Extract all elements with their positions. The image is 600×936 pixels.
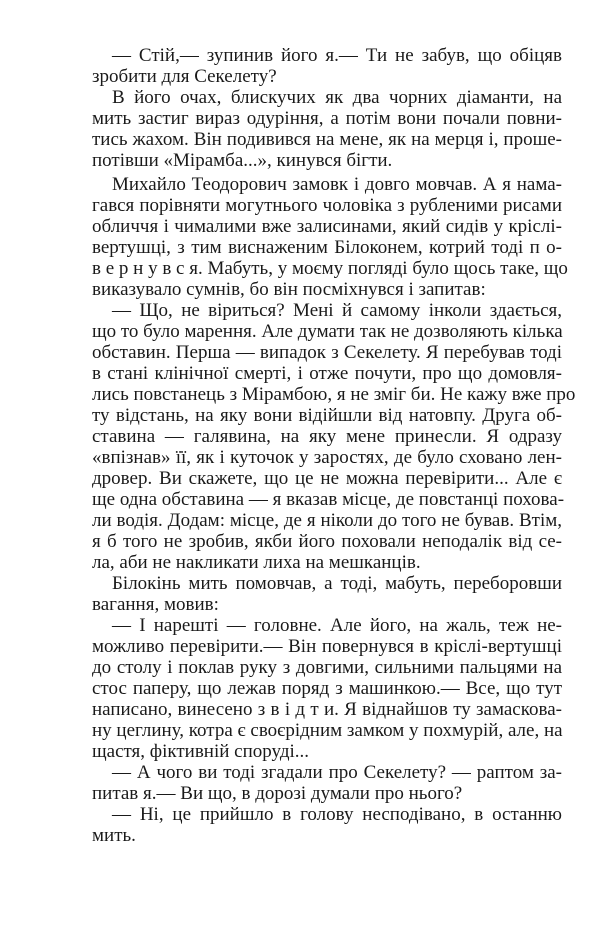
text-line: питав я.— Ви що, в дорозі думали про нього? <box>92 783 463 804</box>
text-line: в стані клінічної смерті, і отже почути, про що домовля- <box>92 363 562 384</box>
text-line: дровер. Ви скажете, що це не можна перевірити... Але є <box>92 468 562 489</box>
text-line: ту відстань, на яку вони відійшли від натовпу. Друга об- <box>92 405 562 426</box>
text-line: «впізнав» її, як і куточок у заростях, де було сховано лен- <box>92 447 562 468</box>
text-line: стос паперу, що лежав поряд з машинкою.— Все, що тут <box>92 678 562 699</box>
text-line: що то було марення. Але думати так не дозволяють кілька <box>92 321 563 342</box>
text-line: ла, аби не накликати лиха на мешканців. <box>92 552 421 573</box>
text-line: я б того не зробив, якби його поховали неподалік від се- <box>92 531 562 552</box>
text-line: ще одна обставина — я вказав місце, де повстанці похова- <box>92 489 565 510</box>
text-line: можливо перевірити.— Він повернувся в кріслі-вертушці <box>92 636 562 657</box>
text-line: лись повстанець з Мірамбою, я не зміг би. Не кажу вже про <box>92 384 576 405</box>
text-line: ли водія. Додам: місце, де я ніколи до того не бував. Втім, <box>92 510 562 531</box>
text-line: ну цеглину, котра є своєрідним замком у похмурій, але, на <box>92 720 563 741</box>
text-line: В його очах, блискучих як два чорних діаманти, на <box>112 87 562 108</box>
text-line: зробити для Секелету? <box>92 66 277 87</box>
text-line: щастя, фіктивній споруді... <box>92 741 310 762</box>
text-line: потівши «Мірамба...», кинувся бігти. <box>92 150 393 171</box>
text-line: вагання, мовив: <box>92 594 219 615</box>
text-line: в е р н у в с я. Мабуть, у моєму погляді було щось таке, що <box>92 258 568 279</box>
text-line: — Що, не віриться? Мені й самому інколи здається, <box>112 300 562 321</box>
text-line: до столу і поклав руку з довгими, сильними пальцями на <box>92 657 562 678</box>
text-line: виказувало сумнів, бо він посміхнувся і запитав: <box>92 279 486 300</box>
text-line: гався порівняти могутнього чоловіка з рубленими рисами <box>92 195 562 216</box>
text-line: обличчя і чималими вже залисинами, який сидів у кріслі- <box>92 216 562 237</box>
text-line: обставин. Перша — випадок з Секелету. Я перебував тоді <box>92 342 562 363</box>
text-line: ставина — галявина, на яку мене принесли. Я одразу <box>92 426 562 447</box>
text-section-main <box>92 174 576 846</box>
text-line: мить. <box>92 825 136 846</box>
text-line: мить застиг вираз одуріння, а потім вони почали повни- <box>92 108 562 129</box>
text-line: Михайло Теодорович замовк і довго мовчав. А я нама- <box>112 174 562 195</box>
text-line: вертушці, з тим виснаженим Білоконем, котрий тоді п о- <box>92 237 562 258</box>
text-line: написано, винесено з в і д т и. Я віднайшов ту замаскова- <box>92 699 562 720</box>
text-line: — А чого ви тоді згадали про Секелету? — раптом за- <box>112 762 562 783</box>
text-line: — Стій,— зупинив його я.— Ти не забув, що обіцяв <box>112 45 562 66</box>
text-section-top <box>92 45 562 171</box>
text-line: Білокінь мить помовчав, а тоді, мабуть, переборовши <box>112 573 562 594</box>
text-line: — Ні, це прийшло в голову несподівано, в останню <box>112 804 562 825</box>
text-line: — І нарешті — головне. Але його, на жаль, теж не- <box>112 615 562 636</box>
text-line: тись жахом. Він подивився на мене, як на мерця і, проше- <box>92 129 562 150</box>
